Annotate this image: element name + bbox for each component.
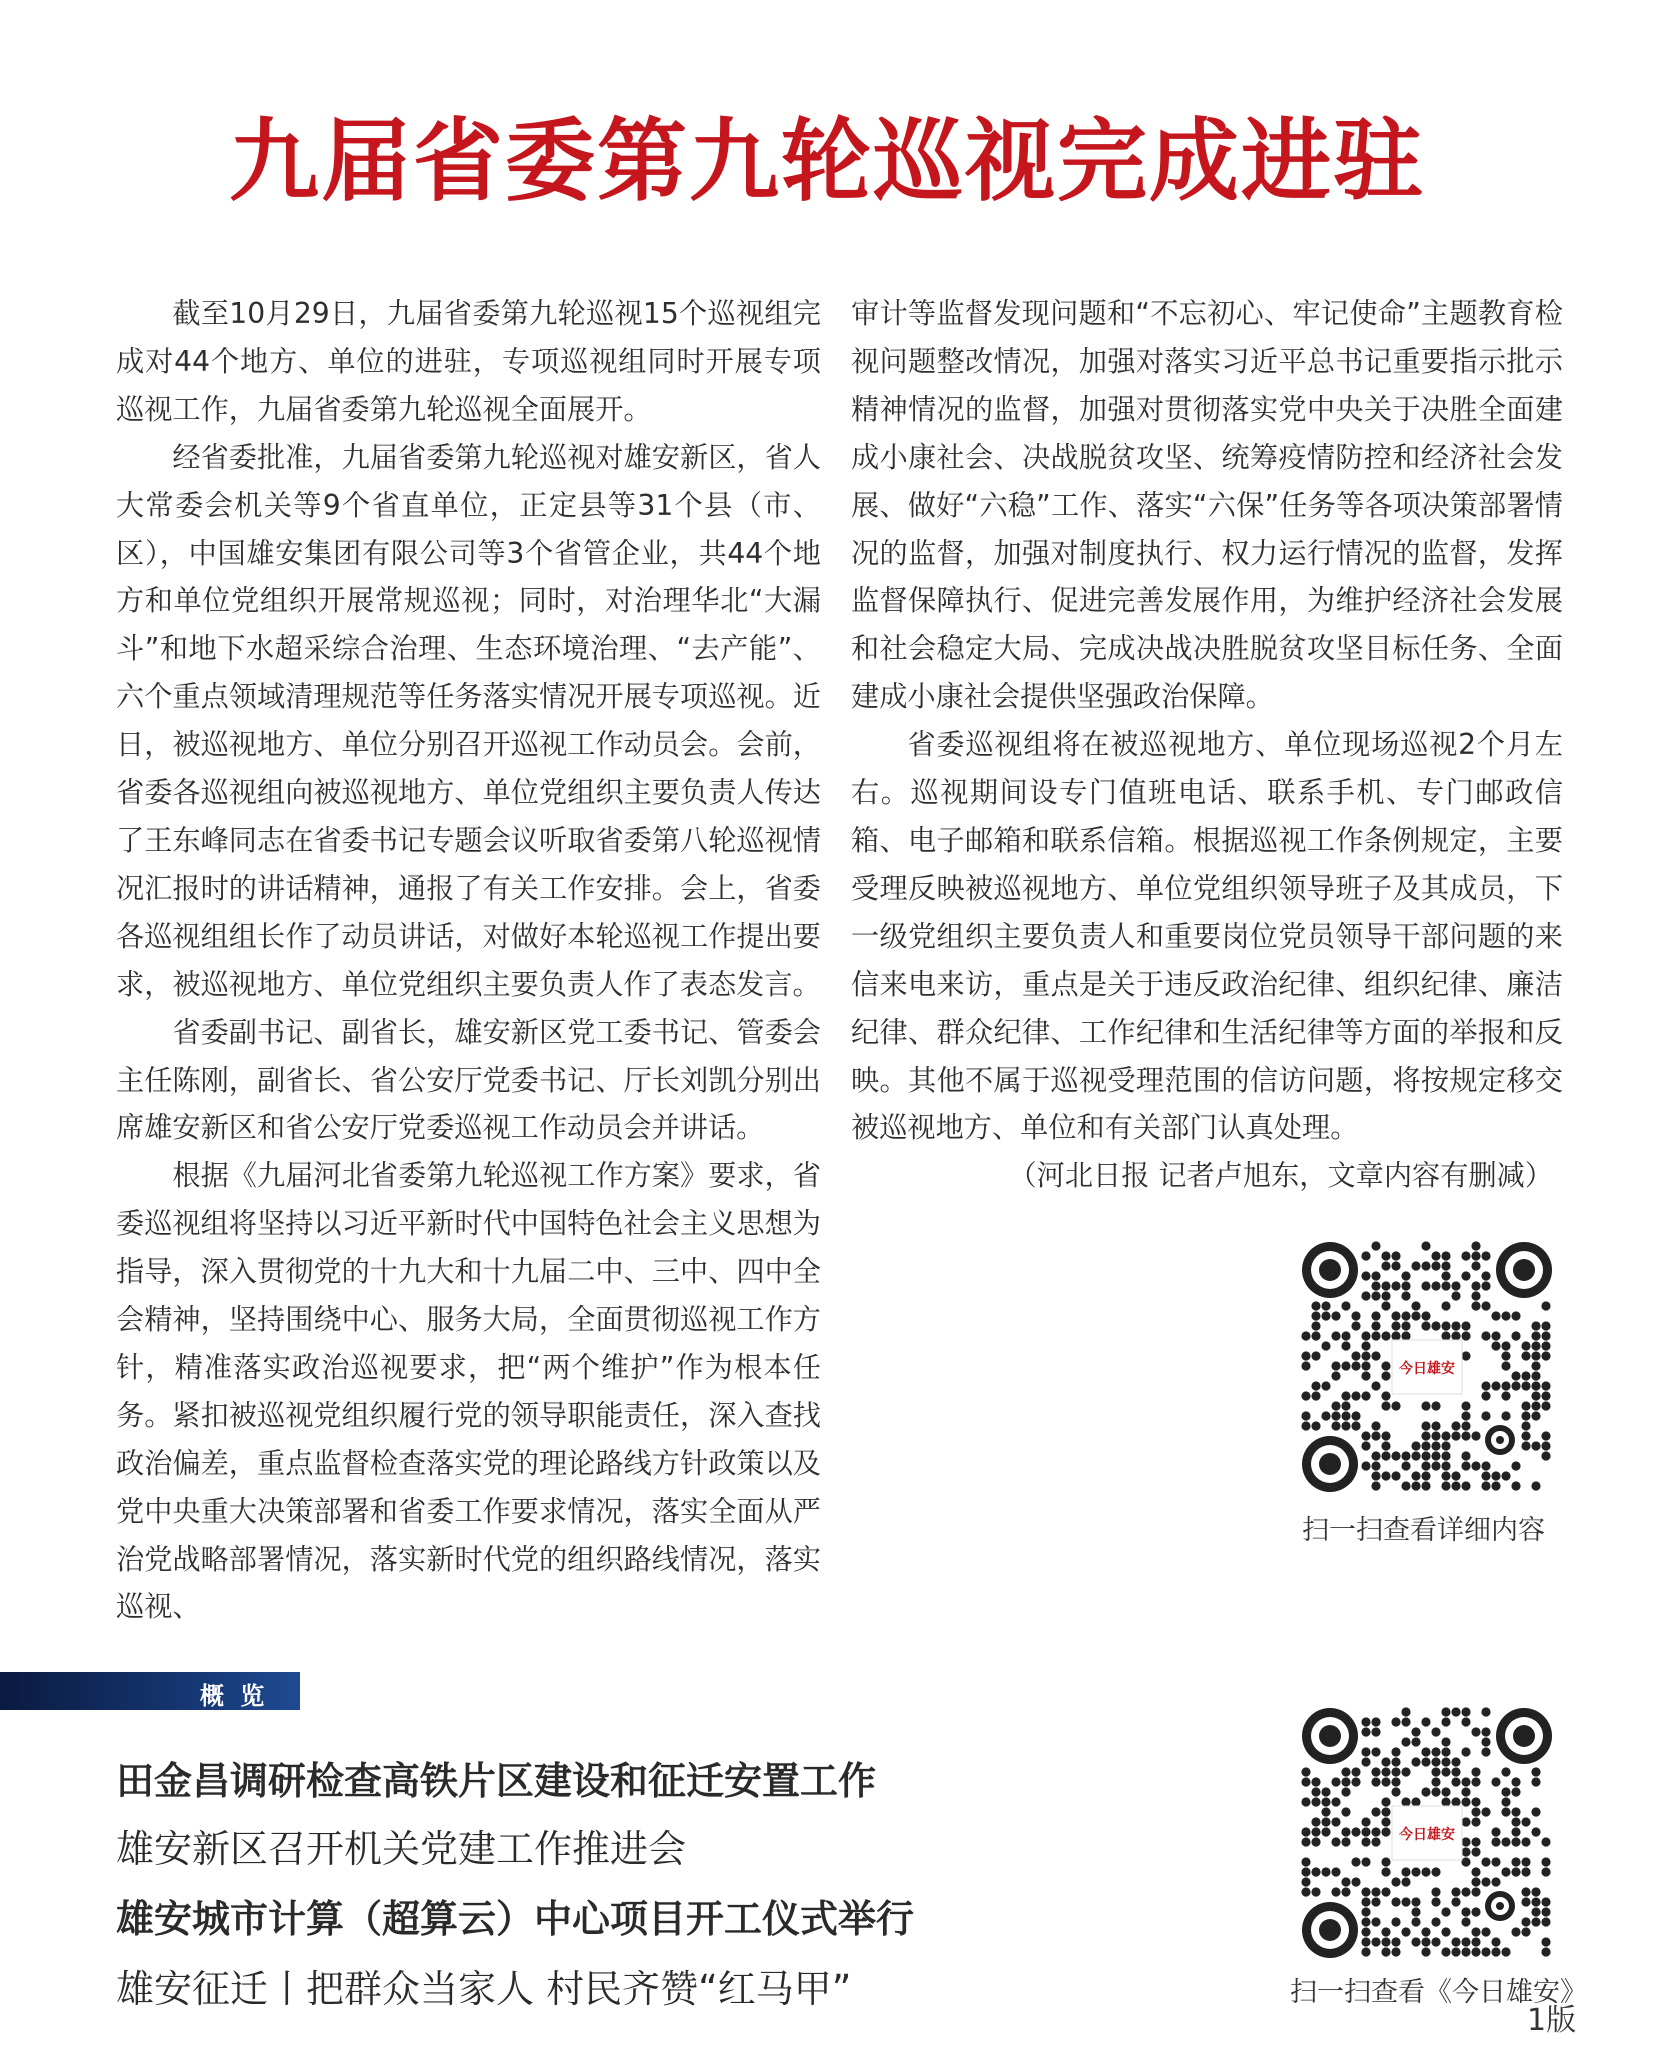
page-number: 1版 — [1527, 2003, 1577, 2038]
paragraph: 经省委批准，九届省委第九轮巡视对雄安新区，省人大常委会机关等9个省直单位，正定县等31个县（市、区），中国雄安集团有限公司等3个省管企业，共44个地方和单位党组织开展常规巡视；同时，对治理华北“大漏斗”和地下水超采综合治理、生态环境治理、“去产能”、六个重点领域清理规范等任务落实情况开展专项巡视。近日，被巡视地方、单位分别召开巡视工作动员会。会前，省委各巡视组向被巡视地方、单位党组织主要负责人传达了王东峰同志在省委书记专题会议听取省委第八轮巡视情况汇报时的讲话精神，通报了有关工作安排。会上，省委各巡视组组长作了动员讲话，对做好本轮巡视工作提出要求，被巡视地方、单位党组织主要负责人作了表态发言。 — [116, 440, 821, 1001]
overview-banner — [0, 1672, 300, 1710]
article-column-right — [851, 290, 1563, 1200]
overview-label: 概 览 — [200, 1682, 269, 1710]
article-source: （河北日报 记者卢旭东，文章内容有删减） — [1008, 1159, 1553, 1193]
page-title: 九届省委第九轮巡视完成进驻 — [229, 108, 1425, 214]
headline-link[interactable]: 雄安新区召开机关党建工作推进会 — [116, 1827, 687, 1871]
paragraph: 根据《九届河北省委第九轮巡视工作方案》要求，省委巡视组将坚持以习近平新时代中国特色社会主义思想为指导，深入贯彻党的十九大和十九届二中、三中、四中全会精神，坚持围绕中心、服务大局，全面贯彻巡视工作方针，精准落实政治巡视要求，把“两个维护”作为根本任务。紧扣被巡视党组织履行党的领导职能责任，深入查找政治偏差，重点监督检查落实党的理论路线方针政策以及党中央重大决策部署和省委工作要求情况，落实全面从严治党战略部署情况，落实新时代党的组织路线情况，落实巡视、 — [116, 1159, 821, 1624]
headline-link[interactable]: 田金昌调研检查高铁片区建设和征迁安置工作 — [116, 1759, 877, 1803]
paragraph: 审计等监督发现问题和“不忘初心、牢记使命”主题教育检视问题整改情况，加强对落实习近平总书记重要指示批示精神情况的监督，加强对贯彻落实党中央关于决胜全面建成小康社会、决战脱贫攻坚、统筹疫情防控和经济社会发展、做好“六稳”工作、落实“六保”任务等各项决策部署情况的监督，加强对制度执行、权力运行情况的监督，发挥监督保障执行、促进完善发展作用，为维护经济社会发展和社会稳定大局、完成决战决胜脱贫攻坚目标任务、全面建成小康社会提供坚强政治保障。 — [851, 297, 1563, 714]
qr-caption: 扫一扫查看《今日雄安》 — [1290, 1977, 1587, 2008]
paragraph: 省委巡视组将在被巡视地方、单位现场巡视2个月左右。巡视期间设专门值班电话、联系手机、专门邮政信箱、电子邮箱和联系信箱。根据巡视工作条例规定，主要受理反映被巡视地方、单位党组织领导班子及其成员，下一级党组织主要负责人和重要岗位党员领导干部问题的来信来电来访，重点是关于违反政治纪律、组织纪律、廉洁纪律、群众纪律、工作纪律和生活纪律等方面的举报和反映。其他不属于巡视受理范围的信访问题，将按规定移交被巡视地方、单位和有关部门认真处理。 — [851, 728, 1563, 1145]
qr-logo-text: 今日雄安 — [1399, 1827, 1455, 1843]
qr-logo-text: 今日雄安 — [1399, 1361, 1455, 1377]
qr-caption: 扫一扫查看详细内容 — [1302, 1515, 1545, 1546]
headline-link[interactable]: 雄安城市计算（超算云）中心项目开工仪式举行 — [116, 1897, 915, 1941]
qr-code-icon — [1300, 1240, 1554, 1494]
article-column-left — [116, 290, 821, 1631]
qr-code-paper[interactable] — [1300, 1706, 1554, 1960]
paragraph: 截至10月29日，九届省委第九轮巡视15个巡视组完成对44个地方、单位的进驻，专项巡视组同时开展专项巡视工作，九届省委第九轮巡视全面展开。 — [116, 297, 821, 426]
qr-code-detail[interactable] — [1300, 1240, 1554, 1494]
paragraph: 省委副书记、副省长，雄安新区党工委书记、管委会主任陈刚，副省长、省公安厅党委书记、厅长刘凯分别出席雄安新区和省公安厅党委巡视工作动员会并讲话。 — [116, 1015, 821, 1145]
headline-link[interactable]: 雄安征迁丨把群众当家人 村民齐赞“红马甲” — [116, 1967, 852, 2011]
qr-code-icon — [1300, 1706, 1554, 1960]
